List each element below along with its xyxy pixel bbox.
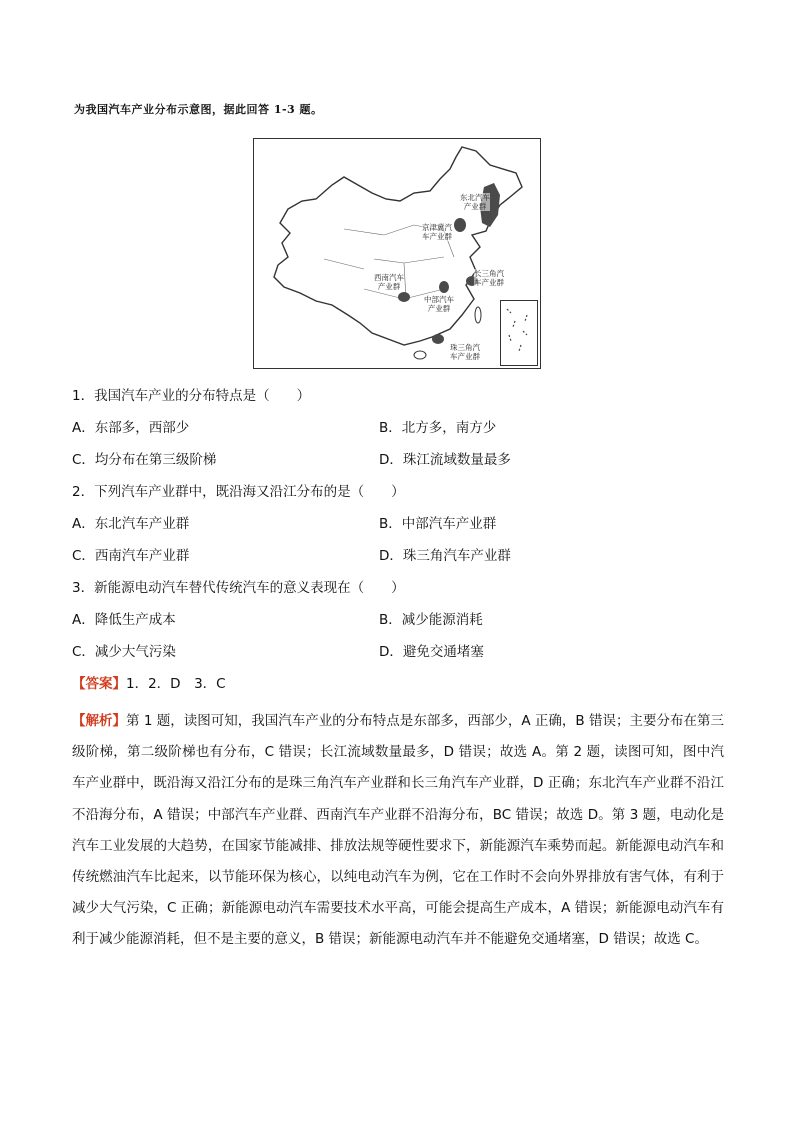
inset-islands-svg xyxy=(501,301,535,363)
answer-tag: 【答案】 xyxy=(72,676,126,692)
label-southwest: 西南汽车 产业群 xyxy=(374,273,404,291)
question-1-stem: 1．我国汽车产业的分布特点是（ ） xyxy=(72,388,311,404)
central-cluster xyxy=(439,281,449,293)
label-jingjinji: 京津冀汽 车产业群 xyxy=(422,223,452,241)
analysis-paragraph xyxy=(72,706,724,956)
analysis-tag: 【解析】 xyxy=(72,713,127,729)
q2-option-b: B．中部汽车产业群 xyxy=(379,516,497,532)
china-auto-industry-map xyxy=(253,138,541,369)
q1-option-a: A．东部多，西部少 xyxy=(72,420,190,436)
label-pearl: 珠三角汽 车产业群 xyxy=(450,343,480,361)
label-central: 中部汽车 产业群 xyxy=(424,295,454,313)
q1-option-d: D．珠江流域数量最多 xyxy=(379,452,511,468)
q3-option-b: B．减少能源消耗 xyxy=(379,612,483,628)
q1-option-b: B．北方多，南方少 xyxy=(379,420,497,436)
answer-text: 1．2．D 3．C xyxy=(126,676,226,692)
q2-option-a: A．东北汽车产业群 xyxy=(72,516,190,532)
question-intro: 为我国汽车产业分布示意图，据此回答 1-3 题。 xyxy=(74,103,323,116)
china-outline-svg xyxy=(254,139,540,368)
q2-option-d: D．珠三角汽车产业群 xyxy=(379,548,511,564)
pearl-cluster xyxy=(432,334,444,344)
question-3-stem: 3．新能源电动汽车替代传统汽车的意义表现在（ ） xyxy=(72,580,405,596)
south-china-sea-inset xyxy=(500,300,538,366)
q3-option-c: C．减少大气污染 xyxy=(72,644,176,660)
analysis-text: 第 1 题，读图可知，我国汽车产业的分布特点是东部多，西部少，A 正确，B 错误；主要分布在第三级阶梯，第二级阶梯也有分布，C 错误；长江流域数量最多，D 错误；故选 A。第 2 题，读图可知，图中汽车产业群中，既沿海又沿江分布的是珠三角汽车产业群和长三角汽车产业群，D 正确；东北汽车产业群不沿江不沿海分布，A 错误；中部汽车产业群、西南汽车产业群不沿海分布，BC 错误；故选 D。第 3 题，电动化是汽车工业发展的大趋势，在国家节能减排、排放法规等硬性要求下，新能源汽车乘势而起。新能源电动汽车和传统燃油汽车比起来，以节能环保为核心，以纯电动汽车为例，它在工作时不会向外界排放有害气体，有利于减少大气污染，C 正确；新能源电动汽车需要技术水平高，可能会提高生产成本，A 错误；新能源电动汽车有利于减少能源消耗，但不是主要的意义，B 错误；新能源电动汽车并不能避免交通堵塞，D 错误；故选 C。 xyxy=(72,713,725,948)
question-2-stem: 2．下列汽车产业群中，既沿海又沿江分布的是（ ） xyxy=(72,484,405,500)
q3-option-a: A．降低生产成本 xyxy=(72,612,176,628)
southwest-cluster xyxy=(398,292,410,302)
china-outline xyxy=(274,147,522,345)
jingjinji-cluster xyxy=(454,218,466,232)
label-northeast: 东北汽车 产业群 xyxy=(460,193,490,211)
q1-option-c: C．均分布在第三级阶梯 xyxy=(72,452,217,468)
q3-option-d: D．避免交通堵塞 xyxy=(379,644,484,660)
answer-line xyxy=(72,675,226,693)
q2-option-c: C．西南汽车产业群 xyxy=(72,548,190,564)
label-yangtze: 长三角汽 车产业群 xyxy=(474,269,504,287)
